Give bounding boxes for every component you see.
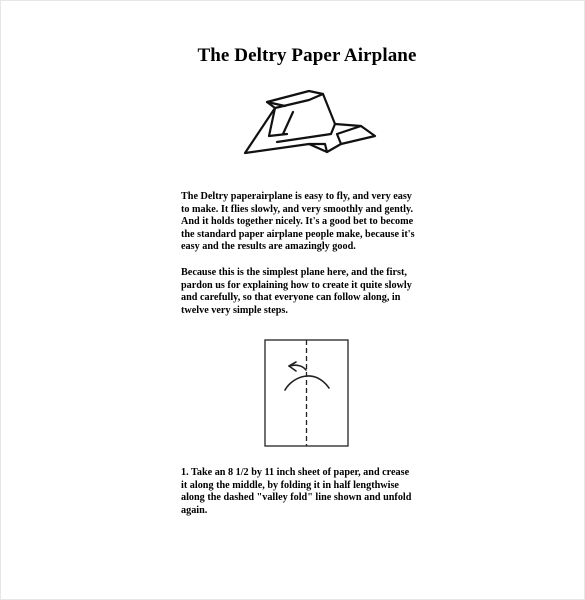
text-line: the standard paper airplane people make, because it's [181,228,415,240]
text-line: Because this is the simplest plane here, and the first, [181,267,407,278]
text-line: again. [181,504,208,516]
document-title: The Deltry Paper Airplane [197,45,417,66]
second-paragraph [181,267,436,317]
text-line: and carefully, so that everyone can follow along, in [181,292,401,304]
valley-fold-diagram [263,338,351,450]
step-1-paragraph [181,467,436,517]
text-line: 1. Take an 8 1/2 by 11 inch sheet of paper, and crease [181,467,410,478]
paper-airplane-illustration [239,86,379,161]
text-line: The Deltry paperairplane is easy to fly, and very easy [181,191,412,202]
text-line: pardon us for explaining how to create it quite slowly [181,279,412,291]
intro-paragraph [181,191,436,254]
text-line: twelve very simple steps. [181,304,288,316]
text-line: along the dashed "valley fold" line shown and unfold [181,492,412,504]
text-line: it along the middle, by folding it in half lengthwise [181,479,399,491]
text-line: to make. It flies slowly, and very smoothly and gently. [181,203,414,215]
text-line: easy and the results are amazingly good. [181,241,356,253]
text-line: And it holds together nicely. It's a good bet to become [181,216,414,228]
